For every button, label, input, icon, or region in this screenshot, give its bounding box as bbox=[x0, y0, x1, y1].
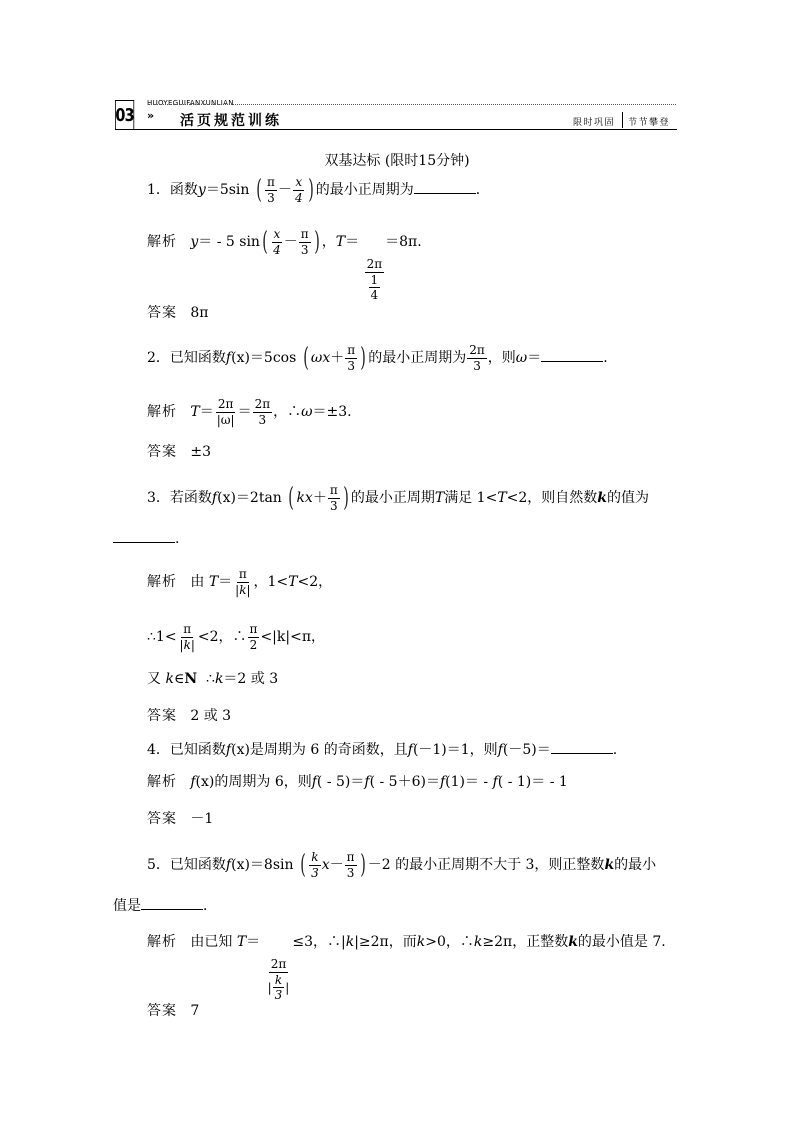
answer-1: 答案 8π bbox=[147, 305, 209, 321]
answer-2: 答案 ±3 bbox=[147, 444, 211, 460]
solution-5: 解析 由已知 T＝ 2π | $\frac{k}{3}$ | ≤3，∴|k|≥2π，而k>0，∴k≥2π，正整数k的最小值是 7. bbox=[147, 934, 666, 1003]
solution-2: 解析 T＝ $\frac{2\pi}{|\omega|}$ ＝ $\frac{2\pi}{3}$ ，∴ω＝±3. bbox=[147, 397, 352, 427]
header-right-left: 限时巩固 bbox=[573, 118, 616, 128]
question-3-cont: . bbox=[113, 530, 179, 546]
paren-left: ( bbox=[256, 175, 262, 206]
chevron-icon: » bbox=[147, 109, 155, 122]
q1-frac-2: $\frac{x}{4}$ bbox=[294, 175, 303, 205]
question-4: 4．已知函数f(x)是周期为 6 的奇函数，且f(－1)＝1，则f(－5)＝ . bbox=[147, 742, 618, 758]
answer-blank bbox=[414, 181, 476, 194]
header-dotted-rule bbox=[148, 104, 676, 105]
question-2: 2．已知函数f(x)＝5cos ( ωx＋ $\frac{\pi}{3}$ ) 的最小正周期为 $\frac{2\pi}{3}$ ，则ω＝ . bbox=[147, 343, 608, 374]
solution-label: 解析 bbox=[147, 234, 177, 251]
solution-4: 解析 f(x)的周期为 6，则f( - 5)＝f( - 5＋6)＝f(1)＝ - f( - 1)＝ - 1 bbox=[147, 774, 568, 790]
answer-label: 答案 bbox=[147, 305, 177, 321]
header-pinyin: HUOYEGUIFANXUNLIAN bbox=[147, 99, 234, 107]
header-separator bbox=[622, 112, 623, 128]
header-title: 活页规范训练 bbox=[180, 113, 282, 129]
question-5: 5．已知函数f(x)＝8sin ( $\frac{k}{3}$ x－ $\frac{\pi}{3}$ ) －2 的最小正周期不大于 3，则正整数k的最小 bbox=[147, 850, 657, 881]
question-5-cont: 值是 ． bbox=[113, 898, 217, 914]
chapter-badge: 03 bbox=[115, 100, 134, 130]
header-rule bbox=[115, 129, 677, 130]
solution-3-line1: 解析 由 T＝ $\frac{\pi}{|k|}$ ，1<T<2， bbox=[147, 567, 333, 597]
answer-blank bbox=[541, 349, 603, 362]
answer-5: 答案 7 bbox=[147, 1003, 200, 1019]
q1-eq: ＝5sin bbox=[205, 182, 250, 199]
q1-number: 1．函数 bbox=[147, 182, 198, 199]
solution-1: 解析 y＝ - 5 sin( $\frac{x}{4}$ － $\frac{\pi}{3}$ ) ，T＝ $\frac{2\pi}{\frac{1}{4}}$ ＝8π. bbox=[147, 227, 422, 303]
q1-tail: 的最小正周期为 bbox=[315, 182, 414, 199]
answer-blank bbox=[551, 741, 613, 754]
answer-3: 答案 2 或 3 bbox=[147, 708, 232, 724]
solution-3-line2: ∴1< $\frac{\pi}{|k|}$ <2，∴ $\frac{\pi}{2}$ <|k|<π， bbox=[147, 622, 326, 652]
solution-3-line3: 又 k∈N ∴k＝2 或 3 bbox=[147, 671, 279, 687]
question-1: 1．函数y＝5sin ( $\frac{\pi}{3}$ － $\frac{x}{4}$ ) 的最小正周期为 ． bbox=[147, 175, 490, 206]
header-right-right: 节节攀登 bbox=[628, 118, 671, 128]
q1-period-frac: $\frac{2\pi}{\frac{1}{4}}$ bbox=[366, 257, 383, 303]
question-3: 3．若函数f(x)＝2tan ( kx＋ $\frac{\pi}{3}$ ) 的最小正周期T满足 1<T<2，则自然数k的值为 bbox=[147, 483, 649, 514]
paren-right: ) bbox=[307, 175, 314, 206]
section-title: 双基达标 (限时15分钟) bbox=[324, 153, 470, 169]
answer-blank bbox=[113, 530, 175, 543]
answer-blank bbox=[141, 897, 203, 910]
q1-var-y: y bbox=[197, 182, 206, 199]
answer-4: 答案 －1 bbox=[147, 811, 214, 827]
q1-frac-1: $\frac{\pi}{3}$ bbox=[267, 175, 275, 205]
